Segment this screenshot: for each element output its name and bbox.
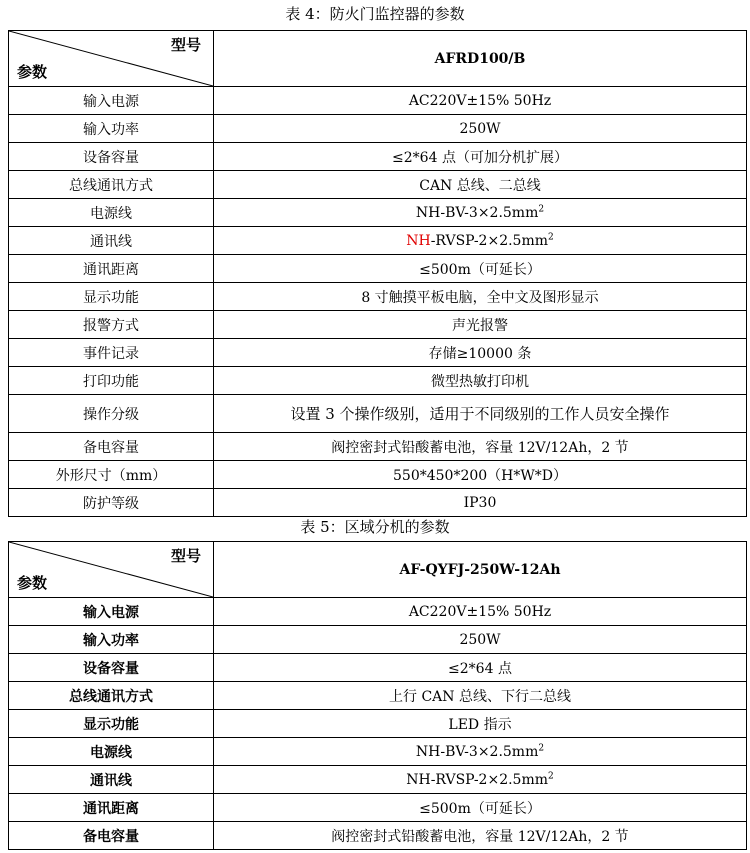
row-label: 通讯线 <box>9 766 214 794</box>
row-value: ≤500m（可延长） <box>214 794 747 822</box>
table-row <box>9 311 747 339</box>
table-row <box>9 143 747 171</box>
header-model-label: 型号 <box>170 36 201 54</box>
row-label: 输入电源 <box>9 598 214 626</box>
table-row <box>9 794 747 822</box>
table-row <box>9 339 747 367</box>
table-row <box>9 766 747 794</box>
value-text: NH-BV-3×2.5mm <box>415 743 539 760</box>
row-value: 阀控密封式铅酸蓄电池，容量 12V/12Ah，2 节 <box>214 822 747 850</box>
row-label: 备电容量 <box>9 822 214 850</box>
row-value: AC220V±15% 50Hz <box>214 87 747 115</box>
table-row <box>9 171 747 199</box>
row-label: 通讯距离 <box>9 255 214 283</box>
row-label: 设备容量 <box>9 143 214 171</box>
table-row <box>9 283 747 311</box>
table4-fire-door-monitor <box>8 30 747 517</box>
diagonal-header-cell <box>9 31 214 87</box>
row-value <box>214 766 747 794</box>
value-text: NH-RVSP-2×2.5mm <box>406 771 549 788</box>
row-label: 总线通讯方式 <box>9 171 214 199</box>
table5-caption: 表 5：区域分机的参数 <box>300 518 450 536</box>
row-value: AC220V±15% 50Hz <box>214 598 747 626</box>
table-row <box>9 115 747 143</box>
superscript: 2 <box>548 231 554 242</box>
row-label: 电源线 <box>9 738 214 766</box>
row-label: 输入功率 <box>9 115 214 143</box>
header-param-label: 参数 <box>17 574 48 592</box>
row-value: 250W <box>214 115 747 143</box>
value-text: -RVSP-2×2.5mm <box>430 232 549 249</box>
row-label: 外形尺寸（mm） <box>9 461 214 489</box>
table-row <box>9 682 747 710</box>
highlighted-text: NH <box>406 232 431 249</box>
table-header-row <box>9 542 747 598</box>
row-value <box>214 227 747 255</box>
row-value: ≤500m（可延长） <box>214 255 747 283</box>
row-value: IP30 <box>214 489 747 517</box>
header-param-label: 参数 <box>17 63 48 81</box>
table-row <box>9 626 747 654</box>
superscript: 2 <box>538 742 545 753</box>
table5-area-extension <box>8 541 747 850</box>
row-label: 总线通讯方式 <box>9 682 214 710</box>
model-number: AF-QYFJ-250W-12Ah <box>214 542 747 598</box>
row-label: 设备容量 <box>9 654 214 682</box>
table-row <box>9 227 747 255</box>
table-row <box>9 199 747 227</box>
row-label: 打印功能 <box>9 367 214 395</box>
row-value: 微型热敏打印机 <box>214 367 747 395</box>
row-value <box>214 199 747 227</box>
row-value: 声光报警 <box>214 311 747 339</box>
table-row <box>9 654 747 682</box>
row-value: 250W <box>214 626 747 654</box>
value-text: NH-BV-3×2.5mm <box>415 204 539 221</box>
row-value: CAN 总线、二总线 <box>214 171 747 199</box>
header-model-label: 型号 <box>170 547 201 565</box>
row-value <box>214 738 747 766</box>
row-label: 显示功能 <box>9 710 214 738</box>
row-label: 电源线 <box>9 199 214 227</box>
table-row <box>9 255 747 283</box>
table-row <box>9 710 747 738</box>
model-number: AFRD100/B <box>214 31 747 87</box>
diagonal-header-cell <box>9 542 214 598</box>
row-label: 备电容量 <box>9 433 214 461</box>
row-label: 操作分级 <box>9 395 214 433</box>
table4-caption: 表 4：防火门监控器的参数 <box>285 5 465 23</box>
table-row <box>9 395 747 433</box>
row-label: 事件记录 <box>9 339 214 367</box>
table-row <box>9 598 747 626</box>
row-value: 存储≥10000 条 <box>214 339 747 367</box>
table-row <box>9 367 747 395</box>
table-row <box>9 738 747 766</box>
row-label: 通讯线 <box>9 227 214 255</box>
row-label: 防护等级 <box>9 489 214 517</box>
row-value: 8 寸触摸平板电脑，全中文及图形显示 <box>214 283 747 311</box>
row-label: 输入电源 <box>9 87 214 115</box>
row-value: LED 指示 <box>214 710 747 738</box>
table-header-row <box>9 31 747 87</box>
row-label: 报警方式 <box>9 311 214 339</box>
table-row <box>9 822 747 850</box>
row-value: 设置 3 个操作级别，适用于不同级别的工作人员安全操作 <box>214 395 747 433</box>
row-label: 输入功率 <box>9 626 214 654</box>
row-label: 显示功能 <box>9 283 214 311</box>
row-value: ≤2*64 点 <box>214 654 747 682</box>
row-label: 通讯距离 <box>9 794 214 822</box>
table-row <box>9 433 747 461</box>
table-row <box>9 489 747 517</box>
superscript: 2 <box>538 203 545 214</box>
row-value: ≤2*64 点（可加分机扩展） <box>214 143 747 171</box>
superscript: 2 <box>548 770 554 781</box>
row-value: 阀控密封式铅酸蓄电池，容量 12V/12Ah，2 节 <box>214 433 747 461</box>
row-value: 550*450*200（H*W*D） <box>214 461 747 489</box>
table-row <box>9 461 747 489</box>
table-row <box>9 87 747 115</box>
row-value: 上行 CAN 总线、下行二总线 <box>214 682 747 710</box>
